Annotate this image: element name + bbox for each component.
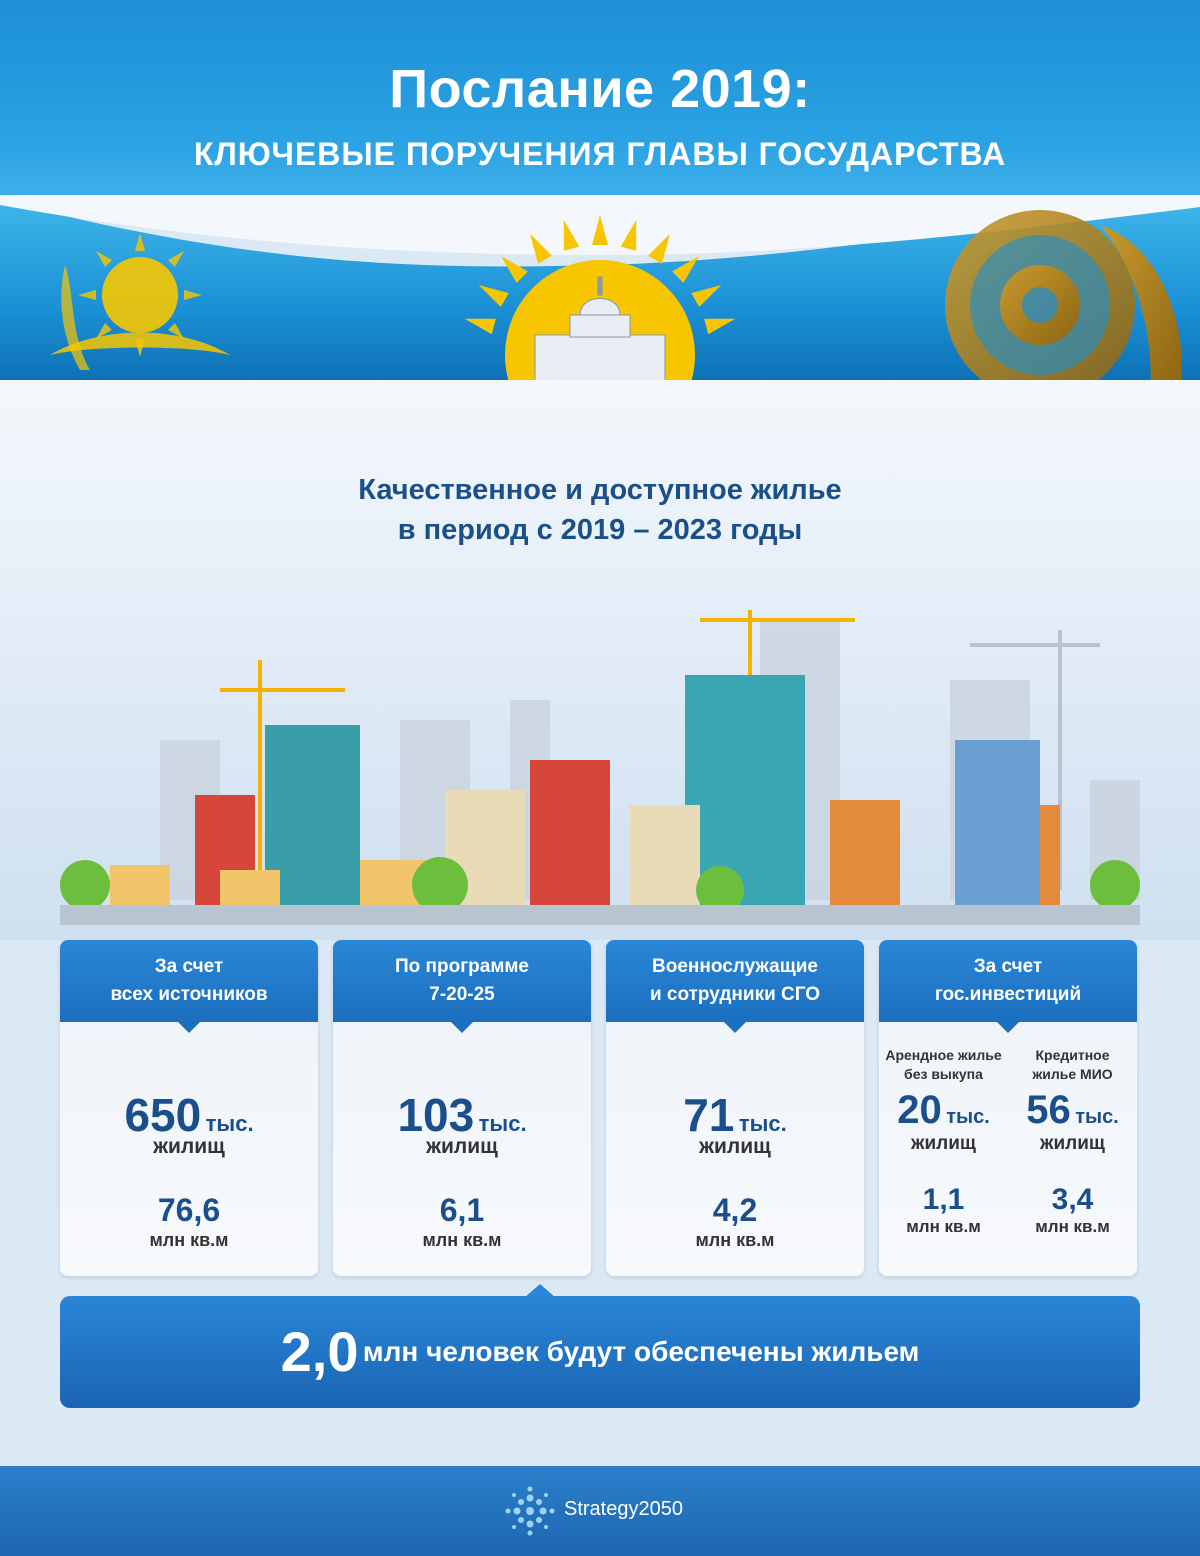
section-title-line2: в период с 2019 – 2023 годы [397,514,803,546]
credit-area-unit: млн кв.м [1035,1217,1110,1236]
card-header [60,940,318,1022]
total-banner [60,1296,1140,1408]
footer-brand: Strategy2050 [564,1498,683,1520]
rental-homes-unit: тыс. [946,1106,990,1128]
rental-homes-number: 20 [897,1088,942,1132]
ground [60,905,1140,925]
credit-area-number: 3,4 [1051,1183,1094,1216]
section-title [0,470,1200,550]
area-unit: млн кв.м [149,1230,229,1250]
homes-value [606,1088,864,1142]
area-number: 6,1 [439,1192,485,1228]
homes-label: жилищ [153,1135,225,1158]
card-header-line1: По программе [395,956,529,977]
homes-value [60,1088,318,1142]
area-number: 4,2 [712,1192,758,1228]
rental-caption-line1: Арендное жилье [885,1047,1002,1063]
section-title-line1: Качественное и доступное жилье [358,474,842,506]
homes-number: 103 [397,1089,475,1141]
area-unit: млн кв.м [695,1230,775,1250]
credit-caption-line1: Кредитное [1035,1047,1110,1063]
rental-housing [879,1046,1008,1237]
credit-homes-label: жилищ [1040,1133,1105,1154]
homes-number: 71 [683,1089,735,1141]
strategy2050-logo-icon [505,1486,555,1536]
city-illustration [60,600,1140,925]
card-military [606,940,864,1276]
card-header-line2: 7-20-25 [429,984,495,1005]
card-header-line1: За счет [154,956,224,977]
total-number: 2,0 [280,1320,359,1383]
card-all-sources [60,940,318,1276]
page-title: Послание 2019: [389,59,811,119]
card-header-line2: гос.инвестиций [934,984,1082,1005]
credit-homes-number: 56 [1026,1088,1071,1132]
credit-caption-line2: жилье МИО [1032,1066,1113,1082]
card-header-line1: За счет [973,956,1043,977]
credit-housing [1008,1046,1137,1237]
rental-area-number: 1,1 [922,1183,965,1216]
area-number: 76,6 [157,1192,221,1228]
card-header-line2: всех источников [110,984,268,1005]
area-unit: млн кв.м [422,1230,502,1250]
header-band [0,0,1200,200]
rental-area-unit: млн кв.м [906,1217,981,1236]
homes-value [333,1088,591,1142]
card-header-line1: Военнослужащие [652,956,818,977]
homes-number: 650 [124,1089,202,1141]
card-program-7-20-25 [333,940,591,1276]
credit-homes-unit: тыс. [1075,1106,1119,1128]
footer [0,1466,1200,1556]
rental-caption-line2: без выкупа [904,1066,983,1082]
building-blue [955,740,1040,910]
card-header [606,940,864,1022]
homes-label: жилищ [426,1135,498,1158]
card-header [879,940,1137,1022]
card-header [333,940,591,1022]
homes-label: жилищ [699,1135,771,1158]
homes-unit: тыс. [478,1111,527,1136]
homes-unit: тыс. [205,1111,254,1136]
homes-unit: тыс. [738,1111,787,1136]
rental-homes-label: жилищ [911,1133,976,1154]
card-state-investment [879,940,1137,1276]
total-text: млн человек будут обеспечены жильем [362,1336,920,1367]
card-header-line2: и сотрудники СГО [649,984,821,1005]
page-subtitle: КЛЮЧЕВЫЕ ПОРУЧЕНИЯ ГЛАВЫ ГОСУДАРСТВА [193,136,1007,172]
